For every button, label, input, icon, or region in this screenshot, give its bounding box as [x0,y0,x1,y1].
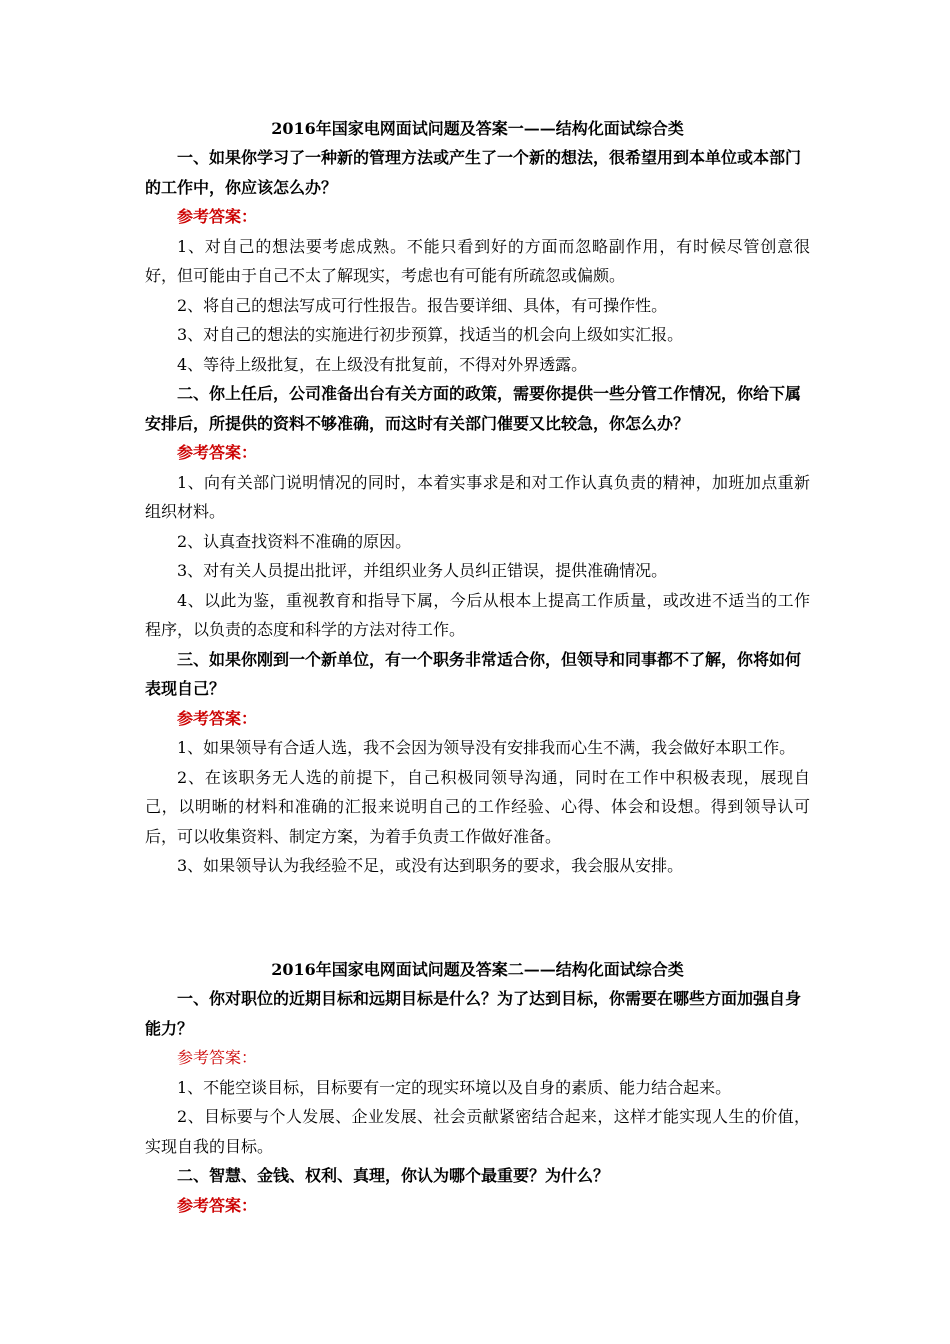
answer-item: 4、以此为鉴，重视教育和指导下属，今后从根本上提高工作质量，或改进不适当的工作程序，以负责的态度和科学的方法对待工作。 [145,590,810,639]
answer-item: 1、对自己的想法要考虑成熟。不能只看到好的方面而忽略副作用，有时候尽管创意很好，但可能由于自己不太了解现实，考虑也有可能有所疏忽或偏颇。 [145,236,810,285]
answer-item: 3、对有关人员提出批评，并组织业务人员纠正错误，提供准确情况。 [177,561,668,580]
answer-label: 参考答案： [177,443,258,462]
answer-item: 1、不能空谈目标，目标要有一定的现实环境以及自身的素质、能力结合起来。 [177,1077,732,1097]
answer-item: 2、目标要与个人发展、企业发展、社会贡献紧密结合起来，这样才能实现人生的价值，实现自我的目标。 [145,1107,810,1156]
answer-label: 参考答案： [177,207,258,226]
answer-item: 1、如果领导有合适人选，我不会因为领导没有安排我而心生不满，我会做好本职工作。 [177,738,796,757]
section-title: 2016年国家电网面试问题及答案一——结构化面试综合类 [271,119,684,138]
question: 二、智慧、金钱、权利、真理，你认为哪个最重要？为什么？ [177,1166,610,1185]
section-1 [145,114,810,881]
answer-item: 2、在该职务无人选的前提下，自己积极同领导沟通，同时在工作中积极表现，展现自己，以明晰的材料和准确的汇报来说明自己的工作经验、心得、体会和设想。得到领导认可后，可以收集资料、制定方案，为着手负责工作做好准备。 [145,767,810,846]
answer-item: 2、认真查找资料不准确的原因。 [177,531,412,551]
section-title: 2016年国家电网面试问题及答案二——结构化面试综合类 [271,960,684,979]
question: 一、如果你学习了一种新的管理方法或产生了一个新的想法，很希望用到本单位或本部门的工作中，你应该怎么办？ [145,148,802,197]
answer-item: 4、等待上级批复，在上级没有批复前，不得对外界透露。 [177,354,588,374]
answer-item: 2、将自己的想法写成可行性报告。报告要详细、具体，有可操作性。 [177,295,668,315]
answer-item: 3、如果领导认为我经验不足，或没有达到职务的要求，我会服从安排。 [177,856,684,875]
question: 二、你上任后，公司准备出台有关方面的政策，需要你提供一些分管工作情况，你给下属安排后，所提供的资料不够准确，而这时有关部门催要又比较急，你怎么办？ [145,384,802,433]
question: 三、如果你刚到一个新单位，有一个职务非常适合你，但领导和同事都不了解，你将如何表现自己？ [145,649,802,698]
answer-label: 参考答案： [177,1048,258,1067]
answer-label: 参考答案： [177,1195,258,1215]
answer-item: 3、对自己的想法的实施进行初步预算，找适当的机会向上级如实汇报。 [177,325,684,344]
question: 一、你对职位的近期目标和远期目标是什么？为了达到目标，你需要在哪些方面加强自身能力？ [145,989,802,1038]
answer-item: 1、向有关部门说明情况的同时，本着实事求是和对工作认真负责的精神，加班加点重新组织材料。 [145,472,810,521]
section-2 [145,955,810,1220]
answer-label: 参考答案： [177,708,258,728]
